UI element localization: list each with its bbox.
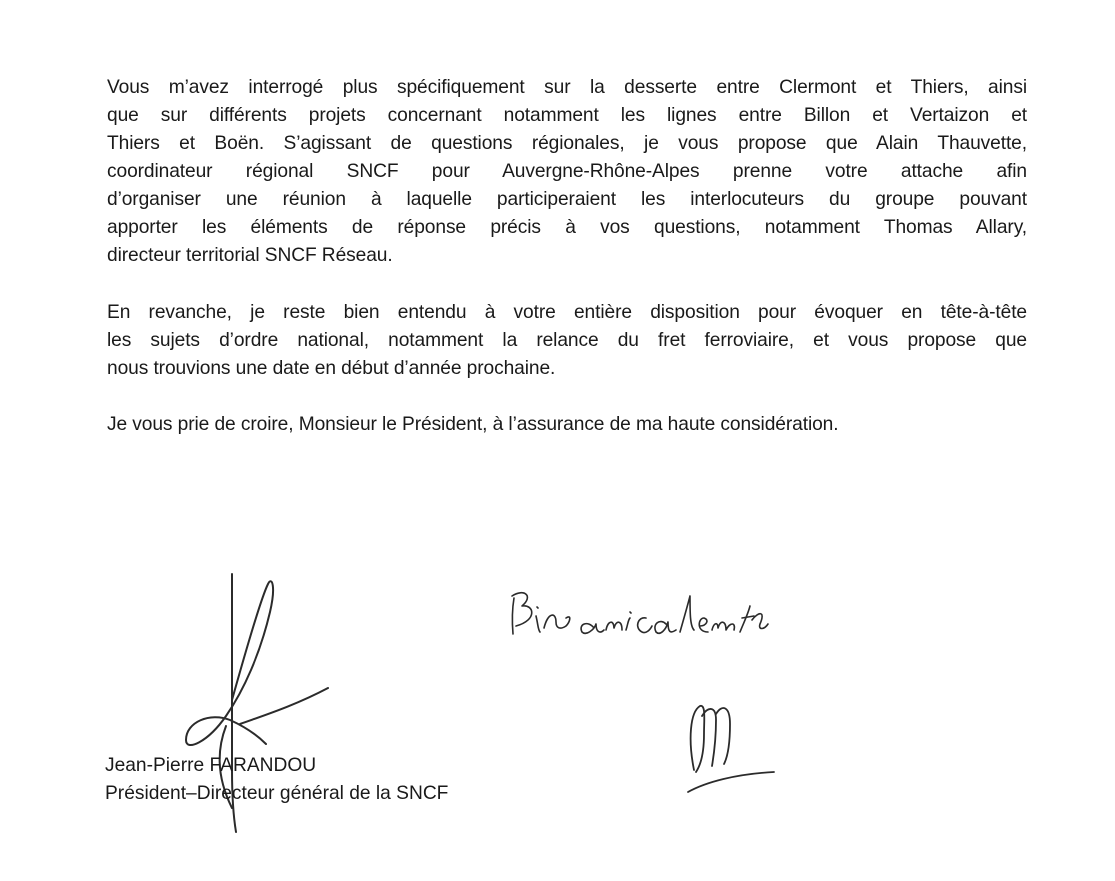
text-line: nous trouvions une date en début d’année prochaine. bbox=[107, 358, 556, 379]
text-line: Thiers et Boën. S’agissant de questions régionales, je vous propose que Alain Thauvette, bbox=[107, 133, 1027, 154]
text-line: Vous m’avez interrogé plus spécifiquement sur la desserte entre Clermont et Thiers, ainsi bbox=[107, 77, 1027, 98]
signatory-block bbox=[105, 752, 448, 808]
text-line: que sur différents projets concernant notamment les lignes entre Billon et Vertaizon et bbox=[107, 105, 1027, 126]
paragraph-national-topics bbox=[107, 299, 1027, 383]
text-line: En revanche, je reste bien entendu à votre entière disposition pour évoquer en tête-à-tête bbox=[107, 302, 1027, 323]
text-line: coordinateur régional SNCF pour Auvergne-Rhône-Alpes prenne votre attache afin bbox=[107, 161, 1027, 182]
text-line: les sujets d’ordre national, notamment la relance du fret ferroviaire, et vous propose que bbox=[107, 330, 1027, 351]
paragraph-regional-questions bbox=[107, 74, 1027, 270]
signatory-title: Président–Directeur général de la SNCF bbox=[105, 783, 449, 804]
text-line: apporter les éléments de réponse précis à vos questions, notamment Thomas Allary, bbox=[107, 217, 1027, 238]
text-line: Je vous prie de croire, Monsieur le Président, à l’assurance de ma haute considération. bbox=[107, 414, 839, 435]
text-line: d’organiser une réunion à laquelle participeraient les interlocuteurs du groupe pouvant bbox=[107, 189, 1027, 210]
initials-scribble bbox=[688, 706, 774, 792]
signatory-name: Jean-Pierre FARANDOU bbox=[105, 755, 317, 776]
handwritten-note-scribble bbox=[512, 593, 768, 634]
text-line: directeur territorial SNCF Réseau. bbox=[107, 245, 393, 266]
paragraph-closing bbox=[107, 411, 1027, 439]
